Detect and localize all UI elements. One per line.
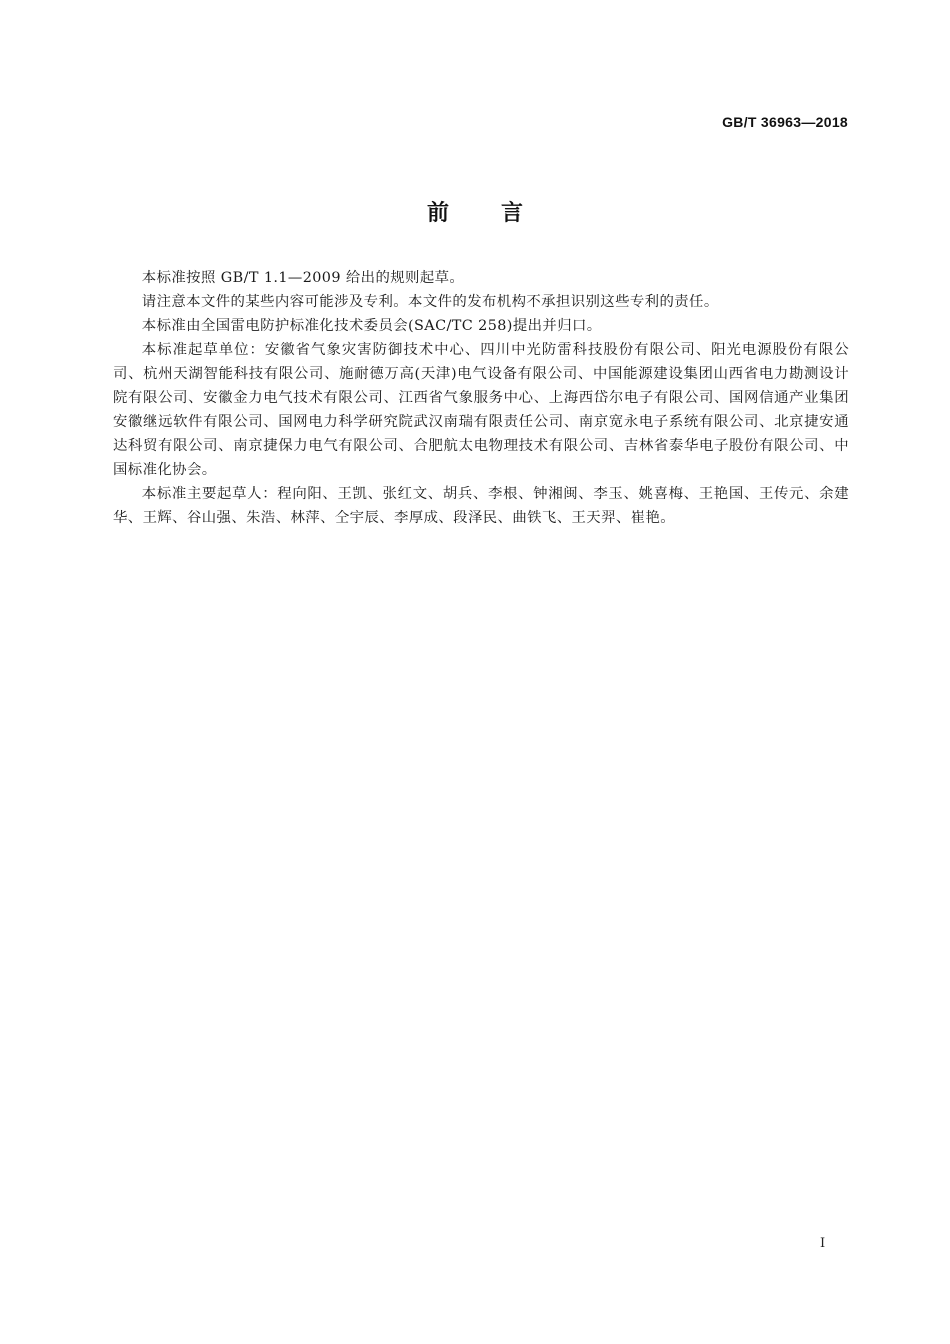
paragraph-patent-notice: 请注意本文件的某些内容可能涉及专利。本文件的发布机构不承担识别这些专利的责任。 — [141, 294, 719, 310]
paragraph-drafting-rules: 本标准按照 GB/T 1.1—2009 给出的规则起草。 — [141, 270, 465, 286]
paragraph-drafting-units: 本标准起草单位：安徽省气象灾害防御技术中心、四川中光防雷科技股份有限公司、阳光电源股份有限公司、杭州天湖智能科技有限公司、施耐德万高(天津)电气设备有限公司、中国能源建设集团山西省电力勘测设计院有限公司、安徽金力电气技术有限公司、江西省气象服务中心、上海西岱尔电子有限公司、国网信通产业集团安徽继远软件有限公司、国网电力科学研究院武汉南瑞有限责任公司、南京宽永电子系统有限公司、北京捷安通达科贸有限公司、南京捷保力电气有限公司、合肥航太电物理技术有限公司、吉林省泰华电子股份有限公司、中国标准化协会。 — [113, 342, 849, 478]
standard-number: GB/T 36963—2018 — [722, 114, 848, 130]
foreword-body — [113, 266, 849, 530]
paragraph-proposer: 本标准由全国雷电防护标准化技术委员会(SAC/TC 258)提出并归口。 — [141, 318, 602, 334]
page-title: 前言 — [426, 201, 575, 226]
page-number: I — [820, 1236, 826, 1251]
paragraph-drafters: 本标准主要起草人：程向阳、王凯、张红文、胡兵、李根、钟湘闽、李玉、姚喜梅、王艳国、王传元、余建华、王辉、谷山强、朱浩、林萍、仝宇辰、李厚成、段泽民、曲铁飞、王天羿、崔艳。 — [113, 486, 849, 526]
